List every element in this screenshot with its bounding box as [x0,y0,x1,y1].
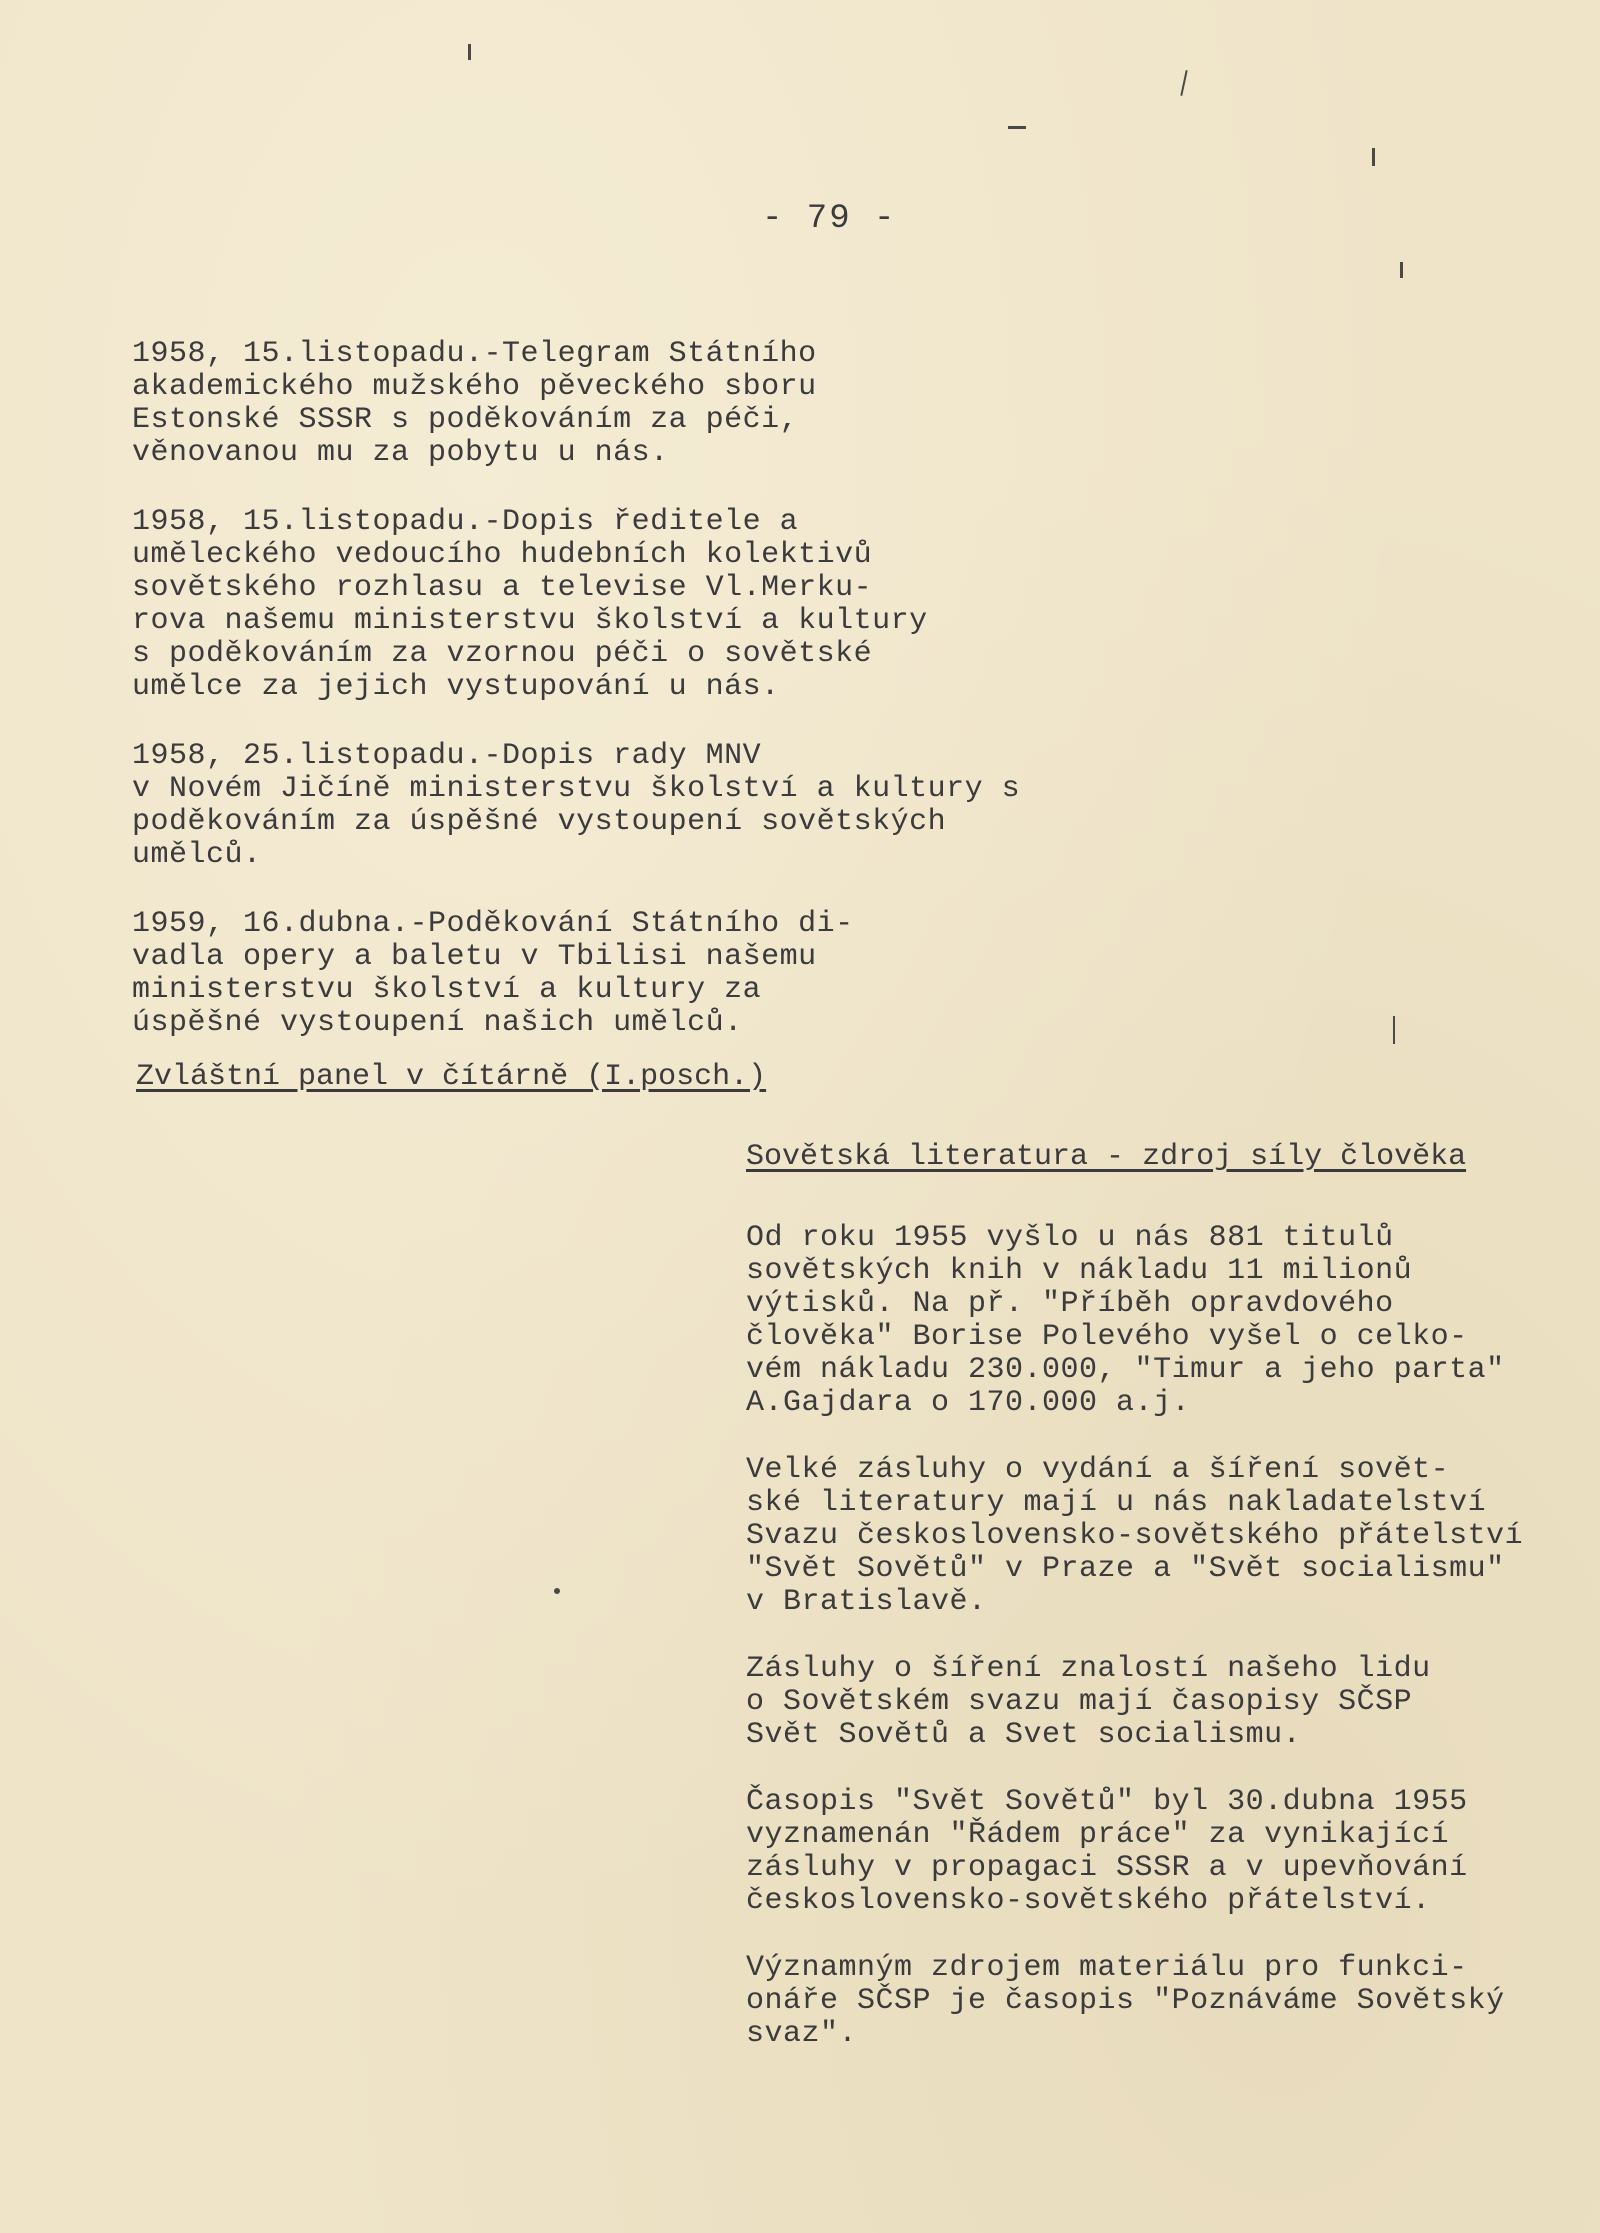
panel-paragraph [746,1653,1586,1752]
entry-line: věnovanou mu za pobytu u nás. [132,436,669,470]
paragraph-line: vém nákladu 230.000, "Timur a jeho parta" [746,1353,1505,1387]
entry-line: 1959, 16.dubna.-Poděkování Státního di- [132,907,854,941]
paragraph-line: "Svět Sovětů" v Praze a "Svět socialismu" [746,1552,1505,1586]
paragraph-line: výtisků. Na př. "Příběh opravdového [746,1287,1394,1321]
entry-line: s poděkováním za vzornou péči o sovětské [132,637,873,671]
paragraph-line: zásluhy v propagaci SSSR a v upevňování [746,1851,1468,1885]
paragraph-line: československo-sovětského přátelství. [746,1884,1431,1918]
paragraph-line: Svět Sovětů a Svet socialismu. [746,1718,1302,1752]
panel-paragraph [746,1952,1586,2051]
paragraph-line: vyznamenán "Řádem práce" za vynikající [746,1818,1450,1852]
panel-title: Sovětská literatura - zdroj síly člověka [746,1140,1467,1174]
panel-paragraph [746,1222,1586,1420]
entry-line: 1958, 15.listopadu.-Telegram Státního [132,337,817,371]
paragraph-line: A.Gajdara o 170.000 a.j. [746,1386,1191,1420]
panel-paragraph [746,1786,1586,1918]
paragraph-line: Zásluhy o šíření znalostí našeho lidu [746,1652,1431,1686]
paragraph-line: Časopis "Svět Sovětů" byl 30.dubna 1955 [746,1785,1468,1819]
page-number: - 79 - [762,200,897,238]
entry-line: 1958, 25.listopadu.-Dopis rady MNV [132,739,762,773]
dated-entries [132,338,1032,1076]
entry-line: úspěšné vystoupení našich umělců. [132,1006,743,1040]
entry-line: akademického mužského pěveckého sboru [132,370,817,404]
entry-line: v Novém Jičíně ministerstvu školství a kultury s [132,772,1021,806]
paper-speck [1372,148,1375,166]
paragraph-line: ské literatury mají u nás nakladatelství [746,1486,1487,1520]
section-heading: Zvláštní panel v čítárně (I.posch.) [136,1060,767,1094]
entry-letter-radio [132,506,1032,704]
entry-line: poděkováním za úspěšné vystoupení sovětských [132,805,947,839]
entry-thanks-tbilisi [132,908,1032,1040]
entry-line: ministerstvu školství a kultury za [132,973,762,1007]
entry-line: 1958, 15.listopadu.-Dopis ředitele a [132,505,799,539]
paragraph-line: onáře SČSP je časopis "Poznáváme Sovětský [746,1984,1505,2018]
paragraph-line: člověka" Borise Polevého vyšel o celko- [746,1320,1468,1354]
entry-line: vadla opery a baletu v Tbilisi našemu [132,940,817,974]
entry-letter-mnv [132,740,1032,872]
panel-paragraph [746,1454,1586,1619]
entry-line: sovětského rozhlasu a televise Vl.Merku- [132,571,873,605]
panel-soviet-literature [746,1140,1586,2085]
paper-speck [1400,262,1403,278]
entry-line: Estonské SSSR s poděkováním za péči, [132,403,799,437]
paragraph-line: svaz". [746,2017,858,2051]
paragraph-line: Svazu československo-sovětského přátelství [746,1519,1524,1553]
entry-line: uměleckého vedoucího hudebních kolektivů [132,538,873,572]
paragraph-line: sovětských knih v nákladu 11 milionů [746,1254,1413,1288]
paragraph-line: o Sovětském svazu mají časopisy SČSP [746,1685,1413,1719]
paper-speck [1180,70,1187,96]
paragraph-line: Významným zdrojem materiálu pro funkci- [746,1951,1468,1985]
entry-line: umělců. [132,838,262,872]
entry-telegram-estonia [132,338,1032,470]
paper-speck [468,44,471,60]
paper-speck [1393,1016,1395,1044]
entry-line: rova našemu ministerstvu školství a kultury [132,604,928,638]
paragraph-line: v Bratislavě. [746,1585,987,1619]
paragraph-line: Od roku 1955 vyšlo u nás 881 titulů [746,1221,1394,1255]
paper-speck [554,1588,560,1594]
paragraph-line: Velké zásluhy o vydání a šíření sovět- [746,1453,1450,1487]
paper-speck [1008,126,1026,129]
entry-line: umělce za jejich vystupování u nás. [132,670,780,704]
